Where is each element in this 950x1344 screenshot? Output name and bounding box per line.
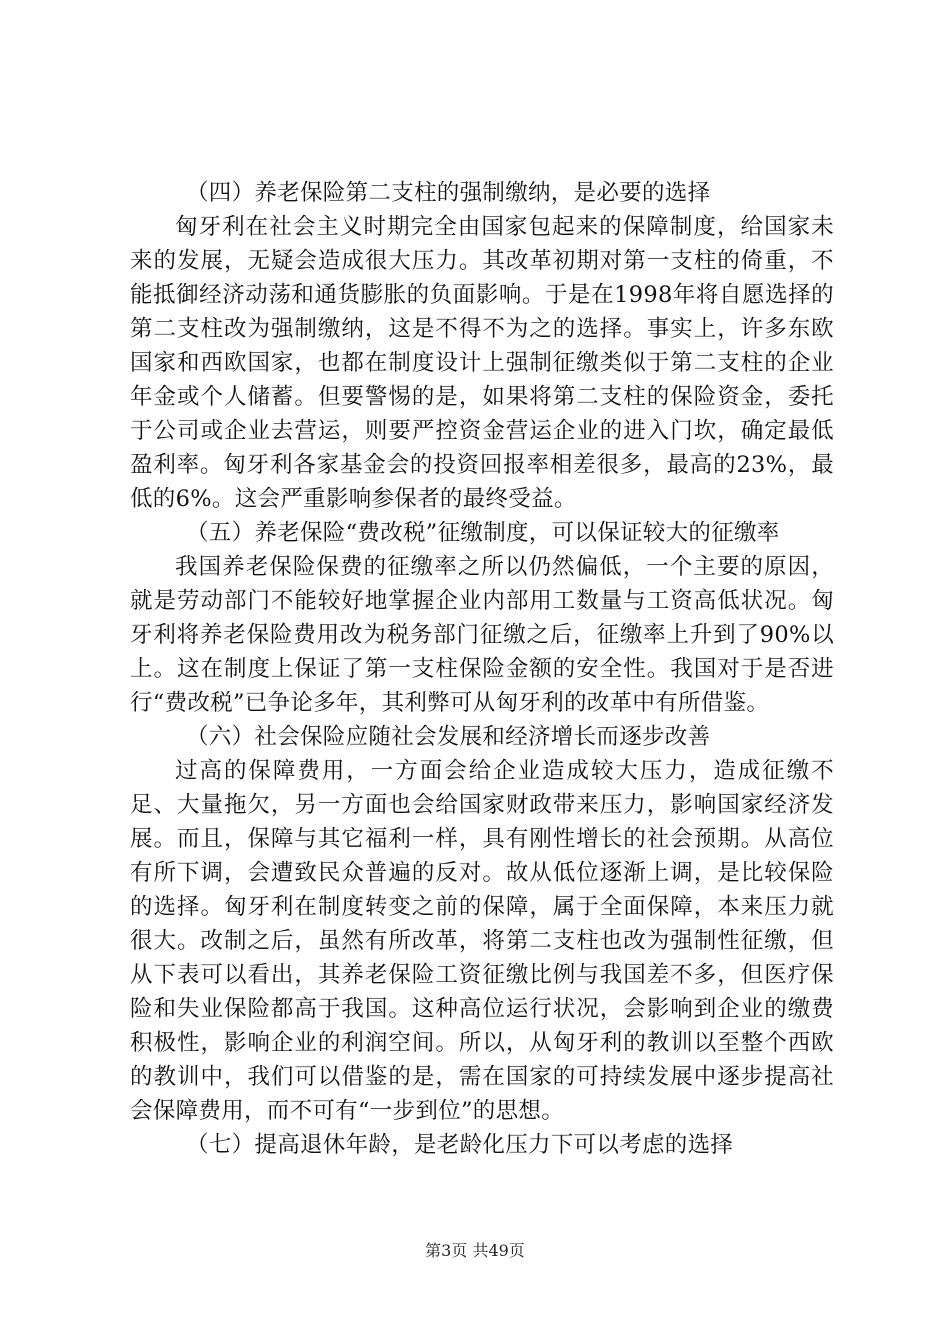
section-heading-7: （七）提高退休年龄，是老龄化压力下可以考虑的选择 (186, 1132, 734, 1158)
section-heading-5: （五）养老保险“费改税”征缴制度，可以保证较大的征缴率 (186, 520, 780, 546)
section-heading-4: （四）养老保险第二支柱的强制缴纳，是必要的选择 (186, 180, 711, 206)
section-heading-6: （六）社会保险应随社会发展和经济增长而逐步改善 (186, 724, 711, 750)
body-paragraph-2: 我国养老保险保费的征缴率之所以仍然偏低，一个主要的原因，就是劳动部门不能较好地掌握企业内部用工数量与工资高低状况。匈牙利将养老保险费用改为税务部门征缴之后，征缴率上升到了90%以上。这在制度上保证了第一支柱保险金额的安全性。我国对于是否进行“费改税”已争论多年，其利弊可从匈牙利的改革中有所借鉴。 (130, 554, 834, 716)
page-number-footer: 第3页 共49页 (425, 1241, 525, 1260)
body-paragraph-3: 过高的保障费用，一方面会给企业造成较大压力，造成征缴不足、大量拖欠，另一方面也会给国家财政带来压力，影响国家经济发展。而且，保障与其它福利一样，具有刚性增长的社会预期。从高位有所下调，会遭致民众普遍的反对。故从低位逐渐上调，是比较保险的选择。匈牙利在制度转变之前的保障，属于全面保障，本来压力就很大。改制之后，虽然有所改革，将第二支柱也改为强制性征缴，但从下表可以看出，其养老保险工资征缴比例与我国差不多，但医疗保险和失业保险都高于我国。这种高位运行状况，会影响到企业的缴费积极性，影响企业的利润空间。所以，从匈牙利的教训以至整个西欧的教训中，我们可以借鉴的是，需在国家的可持续发展中逐步提高社会保障费用，而不可有“一步到位”的思想。 (130, 758, 834, 1124)
body-paragraph-1: 匈牙利在社会主义时期完全由国家包起来的保障制度，给国家未来的发展，无疑会造成很大压力。其改革初期对第一支柱的倚重，不能抵御经济动荡和通货膨胀的负面影响。于是在1998年将自愿选择的第二支柱改为强制缴纳，这是不得不为之的选择。事实上，许多东欧国家和西欧国家，也都在制度设计上强制征缴类似于第二支柱的企业年金或个人储蓄。但要警惕的是，如果将第二支柱的保险资金，委托于公司或企业去营运，则要严控资金营运企业的进入门坎，确定最低盈利率。匈牙利各家基金会的投资回报率相差很多，最高的23%，最低的6%。这会严重影响参保者的最终受益。 (130, 214, 834, 512)
document-body (130, 176, 834, 1162)
